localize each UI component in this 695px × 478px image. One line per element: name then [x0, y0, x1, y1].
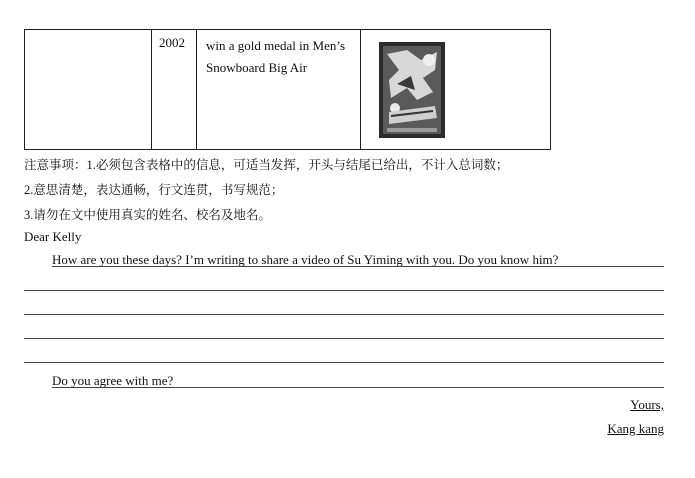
table-cell-image: [361, 30, 550, 149]
table-cell-event: [197, 30, 361, 149]
table-cell-year: [152, 30, 197, 149]
table-cell-empty: [25, 30, 152, 149]
year-text: 2002: [159, 35, 185, 50]
note-line-1: 注意事项：1.必须包含表格中的信息，可适当发挥，开头与结尾已给出，不计入总词数；: [24, 158, 509, 172]
writing-line[interactable]: [24, 314, 664, 315]
note-line-2: 2.意思清楚，表达通畅，行文连贯，书写规范；: [24, 183, 284, 197]
letter-signature: Kang kang: [607, 421, 664, 436]
letter-closing-question: Do you agree with me?: [52, 373, 174, 388]
stamp-image: [377, 40, 447, 140]
info-table: [24, 29, 551, 150]
writing-line[interactable]: [52, 266, 664, 267]
letter-sign-off: Yours,: [630, 397, 664, 412]
note-line-3: 3.请勿在文中使用真实的姓名、校名及地名。: [24, 208, 271, 222]
letter-opening-sentence: How are you these days? I’m writing to share a video of Su Yiming with you. Do you know him?: [52, 252, 559, 267]
writing-line[interactable]: [24, 338, 664, 339]
event-text: win a gold medal in Men’s Snowboard Big Air: [206, 38, 346, 75]
writing-line[interactable]: [24, 290, 664, 291]
letter-greeting: Dear Kelly: [24, 229, 82, 244]
writing-line[interactable]: [24, 362, 664, 363]
writing-line[interactable]: [52, 387, 664, 388]
